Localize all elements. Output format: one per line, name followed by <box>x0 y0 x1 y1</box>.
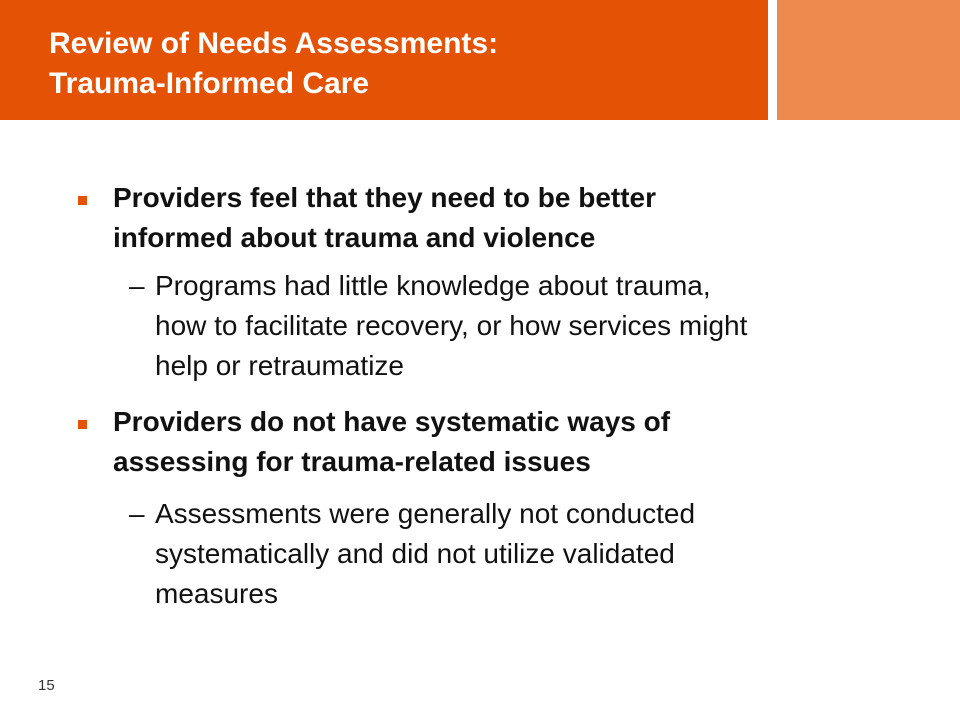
sub-bullet-line: Programs had little knowledge about trauma, <box>155 270 711 301</box>
slide-title-line: Trauma-Informed Care <box>49 67 370 100</box>
bullet-text <box>113 402 903 482</box>
sub-bullet-line: systematically and did not utilize validated <box>155 538 675 569</box>
slide-title-line: Review of Needs Assessments: <box>49 27 499 60</box>
bullet-line: informed about trauma and violence <box>113 222 596 253</box>
bullet-text <box>113 178 903 258</box>
bullet-line: Providers feel that they need to be better <box>113 182 657 213</box>
bullet-marker-icon <box>78 196 87 205</box>
sub-bullet-line: Assessments were generally not conducted <box>155 498 696 529</box>
slide-number: 15 <box>38 677 55 694</box>
sub-bullet-text <box>155 494 915 614</box>
sub-bullet-text <box>155 266 915 386</box>
sub-bullet-line: help or retraumatize <box>155 350 405 381</box>
sub-bullet-line: measures <box>155 578 278 609</box>
bullet-line: assessing for trauma-related issues <box>113 446 591 477</box>
bullet-line: Providers do not have systematic ways of <box>113 406 671 437</box>
sub-bullet-line: how to facilitate recovery, or how services might <box>155 310 748 341</box>
bullet-marker-icon <box>78 420 87 429</box>
sub-bullet-dash: – <box>129 498 145 529</box>
sub-bullet-dash: – <box>129 270 145 301</box>
